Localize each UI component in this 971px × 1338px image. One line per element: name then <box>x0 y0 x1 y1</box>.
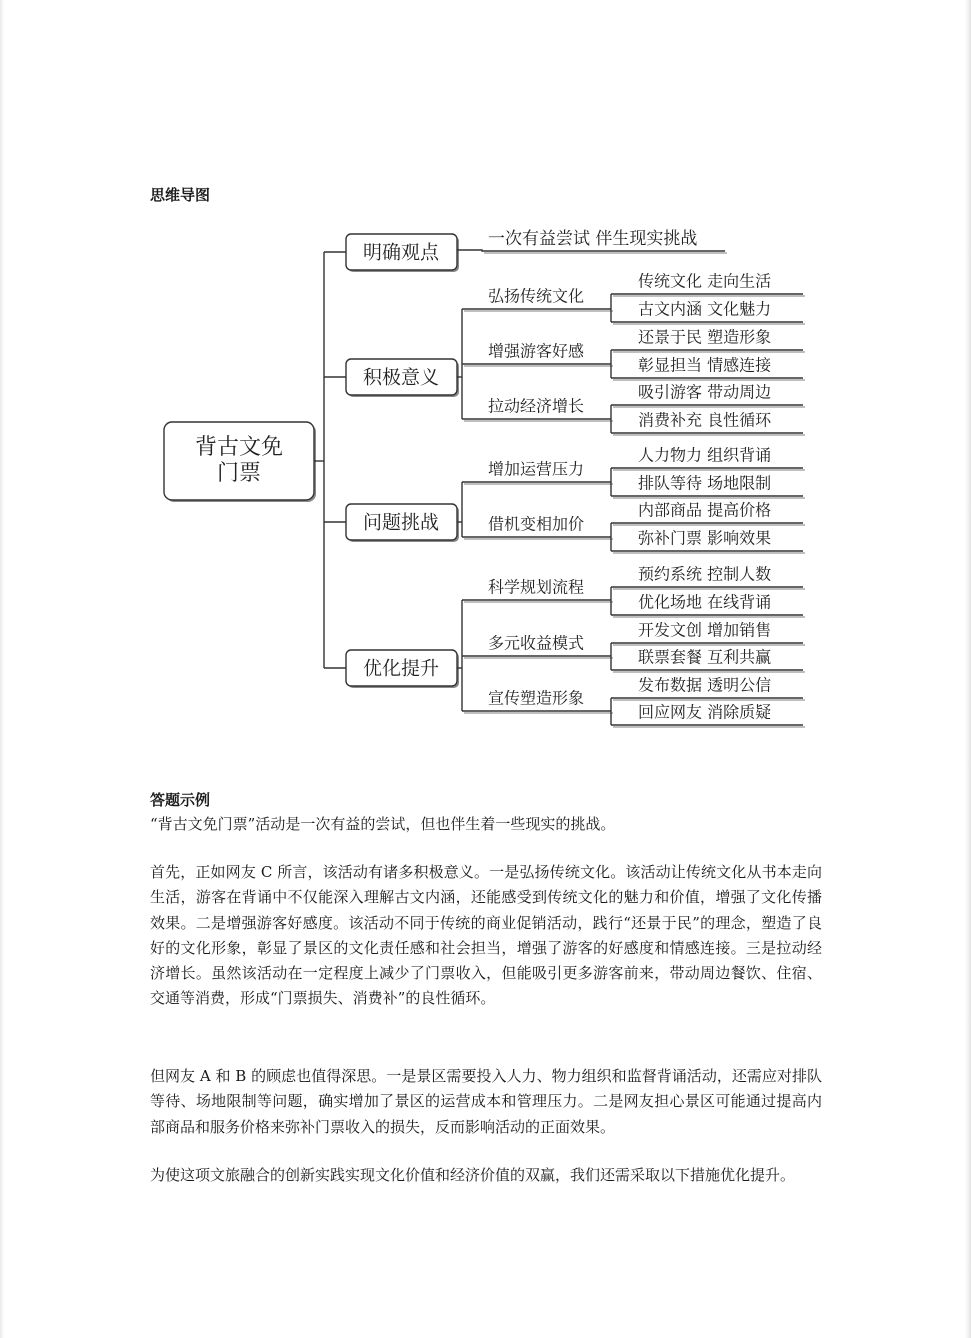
leaf-label-3-1-1: 人力物力 组织背诵 <box>638 445 772 465</box>
leaf-label-2-1-1: 传统文化 走向生活 <box>638 271 772 291</box>
answer-paragraph-1: “背古文免门票”活动是一次有益的尝试，但也伴生着一些现实的挑战。 <box>150 815 616 833</box>
leaf-label-4-1-2: 优化场地 在线背诵 <box>638 592 772 612</box>
leaf-label-2-2-1: 还景于民 塑造形象 <box>638 327 772 347</box>
leaf-label-2-3-1: 吸引游客 带动周边 <box>638 382 772 402</box>
branch-label-2: 积极意义 <box>362 366 440 389</box>
sub-label-2-3: 拉动经济增长 <box>488 396 585 416</box>
answer-paragraph-4: 为使这项文旅融合的创新实践实现文化价值和经济价值的双赢，我们还需采取以下措施优化提升。 <box>150 1166 796 1184</box>
sub-label-2-2: 增强游客好感 <box>488 341 585 361</box>
leaf-label-4-3-2: 回应网友 消除质疑 <box>638 702 772 722</box>
leaf-label-3-1-2: 排队等待 场地限制 <box>638 473 772 493</box>
leaf-label-4-2-2: 联票套餐 互利共赢 <box>638 647 772 667</box>
sub-label-3-1: 增加运营压力 <box>488 459 585 479</box>
mindmap-heading: 思维导图 <box>150 186 211 204</box>
sub-label-4-1: 科学规划流程 <box>488 577 585 597</box>
leaf-label-4-2-1: 开发文创 增加销售 <box>638 620 772 640</box>
branch-label-4: 优化提升 <box>362 657 440 680</box>
sub-label-2-1: 弘扬传统文化 <box>488 286 585 306</box>
summary-text: 一次有益尝试 伴生现实挑战 <box>488 229 698 249</box>
leaf-label-4-3-1: 发布数据 透明公信 <box>638 675 772 695</box>
summary-underline <box>457 250 725 251</box>
branch-label-1: 明确观点 <box>362 241 440 264</box>
sub-label-4-2: 多元收益模式 <box>488 633 585 653</box>
answer-paragraph-3: 但网友 A 和 B 的顾虑也值得深思。一是景区需要投入人力、物力组织和监督背诵活动，还需应对排队等待、场地限制等问题，确实增加了景区的运营成本和管理压力。二是网友担心景区可能通过提高内部商品和服务价格来弥补门票收入的损失，反而影响活动的正面效果。 <box>150 1067 822 1136</box>
sub-label-3-2: 借机变相加价 <box>488 514 585 534</box>
root-label-line-1: 背古文免 <box>194 435 284 460</box>
answer-heading: 答题示例 <box>150 791 211 809</box>
leaf-label-4-1-1: 预约系统 控制人数 <box>638 564 772 584</box>
sub-label-4-3: 宣传塑造形象 <box>488 688 585 708</box>
branch-label-3: 问题挑战 <box>362 511 440 534</box>
leaf-label-2-3-2: 消费补充 良性循环 <box>638 410 772 430</box>
leaf-label-2-1-2: 古文内涵 文化魅力 <box>638 299 772 319</box>
answer-paragraph-2: 首先，正如网友 C 所言，该活动有诸多积极意义。一是弘扬传统文化。该活动让传统文化从书本走向生活，游客在背诵中不仅能深入理解古文内涵，还能感受到传统文化的魅力和价值，增强了文化传播效果。二是增强游客好感度。该活动不同于传统的商业促销活动，践行“还景于民”的理念，塑造了良好的文化形象，彰显了景区的文化责任感和社会担当，增强了游客的好感度和情感连接。三是拉动经济增长。虽然该活动在一定程度上减少了门票收入，但能吸引更多游客前来，带动周边餐饮、住宿、交通等消费，形成“门票损失、消费补”的良性循环。 <box>150 863 822 1008</box>
root-label-line-2: 门票 <box>216 461 262 486</box>
leaf-label-2-2-2: 彰显担当 情感连接 <box>638 355 772 375</box>
leaf-label-3-2-2: 弥补门票 影响效果 <box>638 528 772 548</box>
leaf-label-3-2-1: 内部商品 提高价格 <box>638 500 772 520</box>
